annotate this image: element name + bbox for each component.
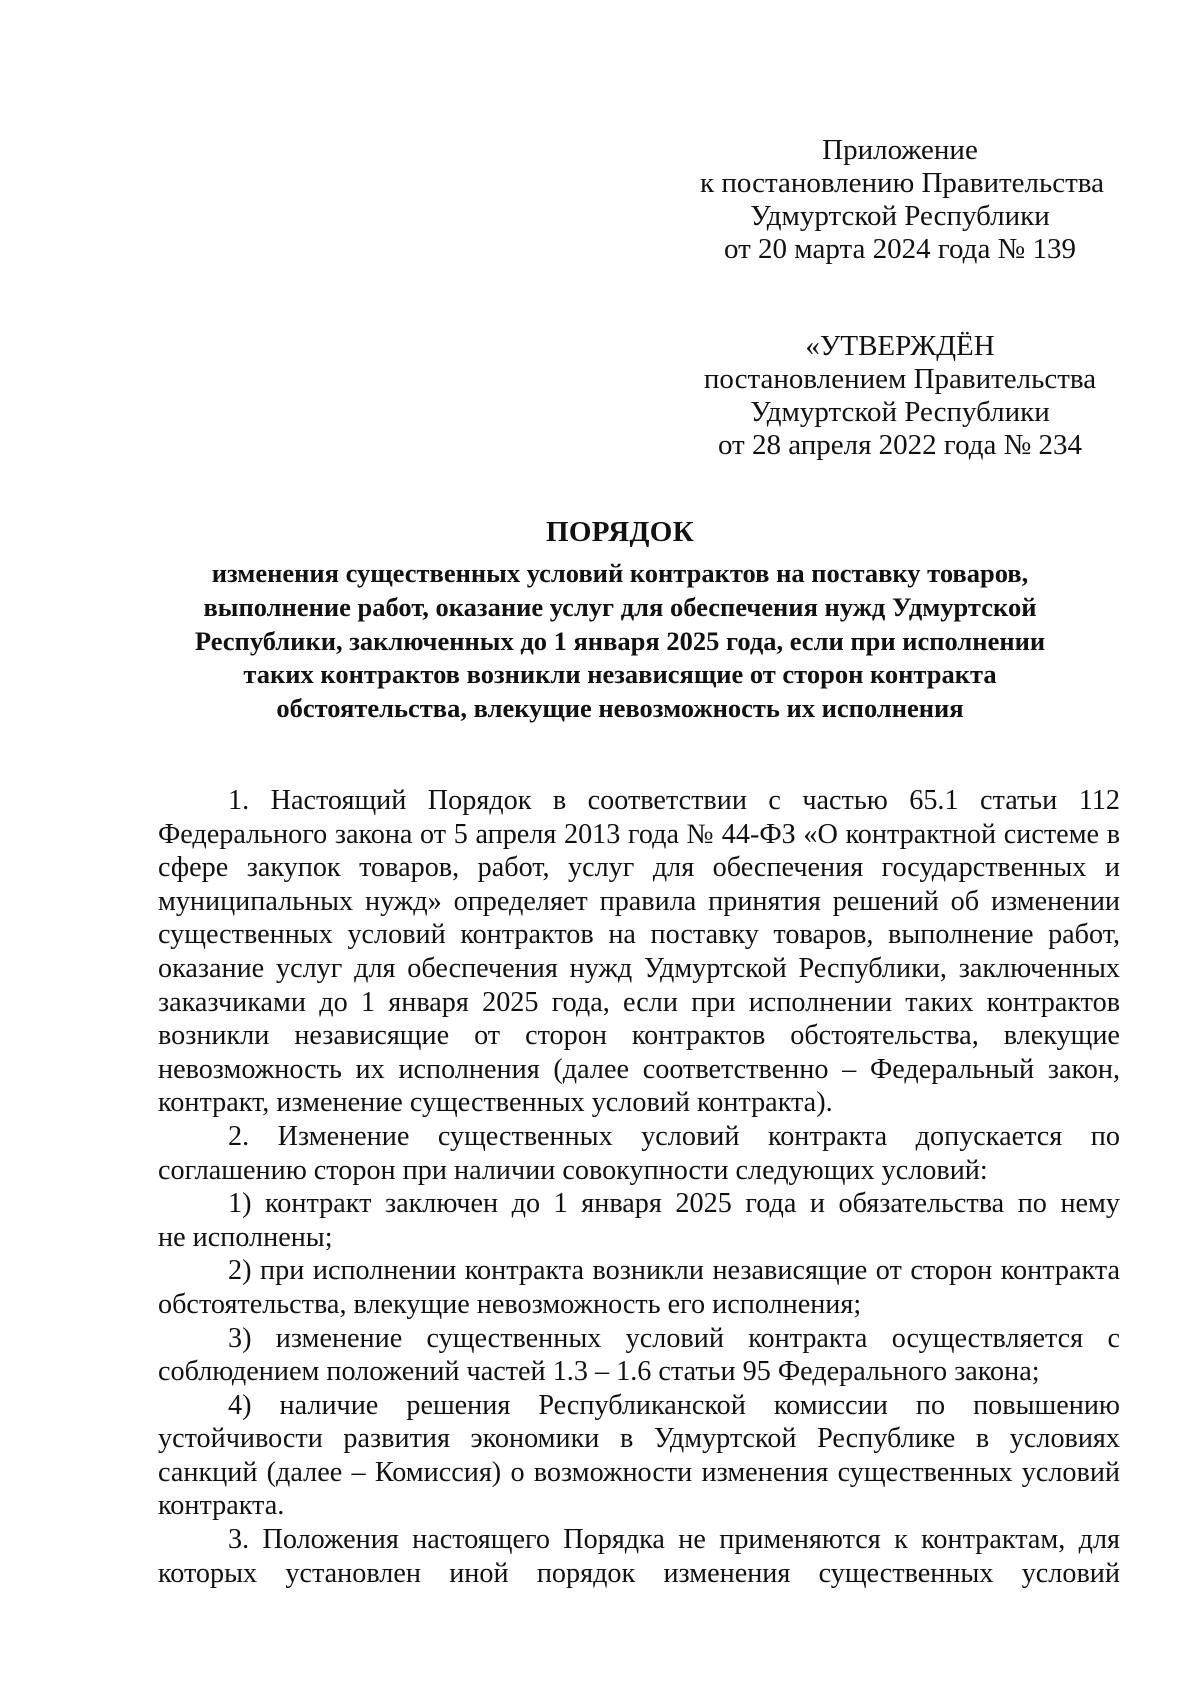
text-line: соблюдением положений частей 1.3 – 1.6 статьи 95 Федерального закона; — [158, 1356, 1040, 1388]
word: условий — [1021, 1557, 1120, 1589]
text-line: 3. Положения настоящего Порядка не применяются к контрактам, для — [228, 1524, 1120, 1556]
word: наличие — [279, 1389, 379, 1421]
subtitle-line: таких контрактов возникли независящие от сторон контракта — [243, 659, 997, 690]
word: порядок — [536, 1557, 636, 1589]
word: влекущие — [1003, 1020, 1120, 1052]
word: работ, — [477, 852, 550, 884]
subtitle-line: обстоятельства, влекущие невозможность их исполнения — [276, 693, 964, 724]
subtitle-line: Республики, заключенных до 1 января 2025 года, если при исполнении — [194, 625, 1046, 656]
word: соответствии — [587, 785, 747, 816]
text-line — [158, 1557, 1120, 1591]
word: с — [768, 785, 781, 816]
list-item-4 — [158, 1389, 1120, 1523]
text-line: контракта. — [158, 1490, 285, 1522]
word: существенных — [818, 1557, 994, 1589]
word: контракта — [748, 1322, 868, 1354]
word: 4) — [228, 1389, 252, 1421]
appendix-line: к постановлению Правительства — [700, 167, 1104, 199]
list-item-2 — [158, 1254, 1120, 1321]
text-line — [158, 1019, 1120, 1053]
text-line: устойчивости развития экономики в Удмуртской Республике в условиях — [158, 1423, 1120, 1455]
subtitle-line: изменения существенных условий контрактов на поставку товаров, — [211, 558, 1029, 588]
approval-line: Удмуртской Республики — [750, 396, 1050, 428]
text-line — [158, 1120, 1120, 1154]
paragraph-1 — [158, 784, 1120, 1120]
document-title: ПОРЯДОК — [546, 516, 694, 548]
word: осуществляется — [891, 1322, 1084, 1354]
appendix-header — [700, 134, 1104, 266]
word: для — [652, 852, 695, 884]
word: обеспечения — [712, 852, 864, 884]
word: изменение — [275, 1322, 403, 1354]
word: закупок — [246, 852, 341, 884]
appendix-line: от 20 марта 2024 года № 139 — [724, 233, 1076, 265]
word: по — [915, 1389, 946, 1421]
word: Настоящий — [270, 785, 407, 816]
word: существенных — [426, 1322, 602, 1354]
word: условий — [641, 1120, 740, 1152]
subtitle-line: выполнение работ, оказание услуг для обеспечения нужд Удмуртской — [203, 591, 1037, 622]
word: 3) — [228, 1322, 252, 1354]
text-line: санкций (далее – Комиссия) о возможности изменения существенных условий — [158, 1456, 1120, 1488]
word: установлен — [285, 1557, 421, 1589]
word: Порядок — [427, 785, 532, 816]
appendix-line: Удмуртской Республики — [750, 200, 1050, 232]
word: частью — [802, 785, 888, 816]
list-item-3 — [158, 1322, 1120, 1389]
approval-line: от 28 апреля 2022 года № 234 — [717, 429, 1083, 461]
word: комиссии — [773, 1389, 888, 1421]
word: повышению — [973, 1389, 1120, 1421]
text-line: обстоятельства, влекущие невозможность его исполнения; — [158, 1288, 862, 1320]
word: независящие — [294, 1020, 450, 1052]
paragraph-3 — [158, 1523, 1120, 1590]
word: Республиканской — [538, 1389, 746, 1421]
text-line: заказчиками до 1 января 2025 года, если при исполнении таких контрактов — [158, 986, 1120, 1018]
document-subtitle — [140, 557, 1100, 726]
text-line: муниципальных нужд» определяет правила принятия решений об изменении — [158, 885, 1120, 917]
text-line: соглашению сторон при наличии совокупности следующих условий: — [158, 1154, 988, 1186]
word: 112 — [1078, 785, 1120, 816]
list-item-1 — [158, 1187, 1120, 1254]
word: контрактов — [631, 1020, 766, 1052]
word: Изменение — [277, 1120, 410, 1152]
document-body — [158, 784, 1120, 1590]
text-line: 1) контракт заключен до 1 января 2025 года и обязательства по нему — [228, 1188, 1120, 1220]
word: государственных — [881, 852, 1087, 884]
word: возникли — [158, 1020, 270, 1052]
word: и — [1104, 852, 1120, 884]
appendix-line: Приложение — [822, 134, 978, 166]
word: которых — [158, 1557, 258, 1589]
text-line: контракт, изменение существенных условий контракта). — [158, 1087, 833, 1119]
word: допускается — [915, 1120, 1063, 1152]
text-line — [158, 851, 1120, 885]
text-line: 2) при исполнении контракта возникли независящие от сторон контракта — [228, 1255, 1120, 1287]
word: услуг — [568, 852, 635, 884]
word: изменения — [663, 1557, 791, 1589]
text-line: Федерального закона от 5 апреля 2013 года № 44-ФЗ «О контрактной системе в — [158, 818, 1120, 850]
word: существенных — [437, 1120, 613, 1152]
paragraph-2 — [158, 1120, 1120, 1187]
text-line: невозможность их исполнения (далее соответственно – Федеральный закон, — [158, 1053, 1120, 1085]
text-line: существенных условий контрактов на поставку товаров, выполнение работ, — [158, 919, 1120, 951]
text-line: не исполнены; — [158, 1221, 333, 1253]
word: товаров, — [359, 852, 460, 884]
word: сторон — [525, 1020, 607, 1052]
word: по — [1090, 1120, 1120, 1152]
text-line — [158, 1389, 1120, 1423]
word: 1. — [228, 785, 250, 816]
word: от — [474, 1020, 501, 1052]
word: обстоятельства, — [790, 1020, 979, 1052]
word: 65.1 — [909, 785, 959, 816]
word: условий — [625, 1322, 724, 1354]
word: в — [552, 785, 567, 816]
text-line — [158, 784, 1120, 818]
approval-line: постановлением Правительства — [703, 363, 1097, 395]
word: иной — [449, 1557, 509, 1589]
word: статьи — [980, 785, 1058, 816]
approval-line: «УТВЕРЖДЁН — [805, 330, 995, 362]
word: решения — [406, 1389, 511, 1421]
word: контракта — [767, 1120, 888, 1152]
word: 2. — [228, 1120, 250, 1152]
text-line — [158, 1322, 1120, 1356]
approval-stamp-block — [700, 330, 1100, 462]
text-line: оказание услуг для обеспечения нужд Удмуртской Республики, заключенных — [158, 952, 1120, 984]
word: сфере — [158, 852, 229, 884]
word: с — [1107, 1322, 1120, 1354]
